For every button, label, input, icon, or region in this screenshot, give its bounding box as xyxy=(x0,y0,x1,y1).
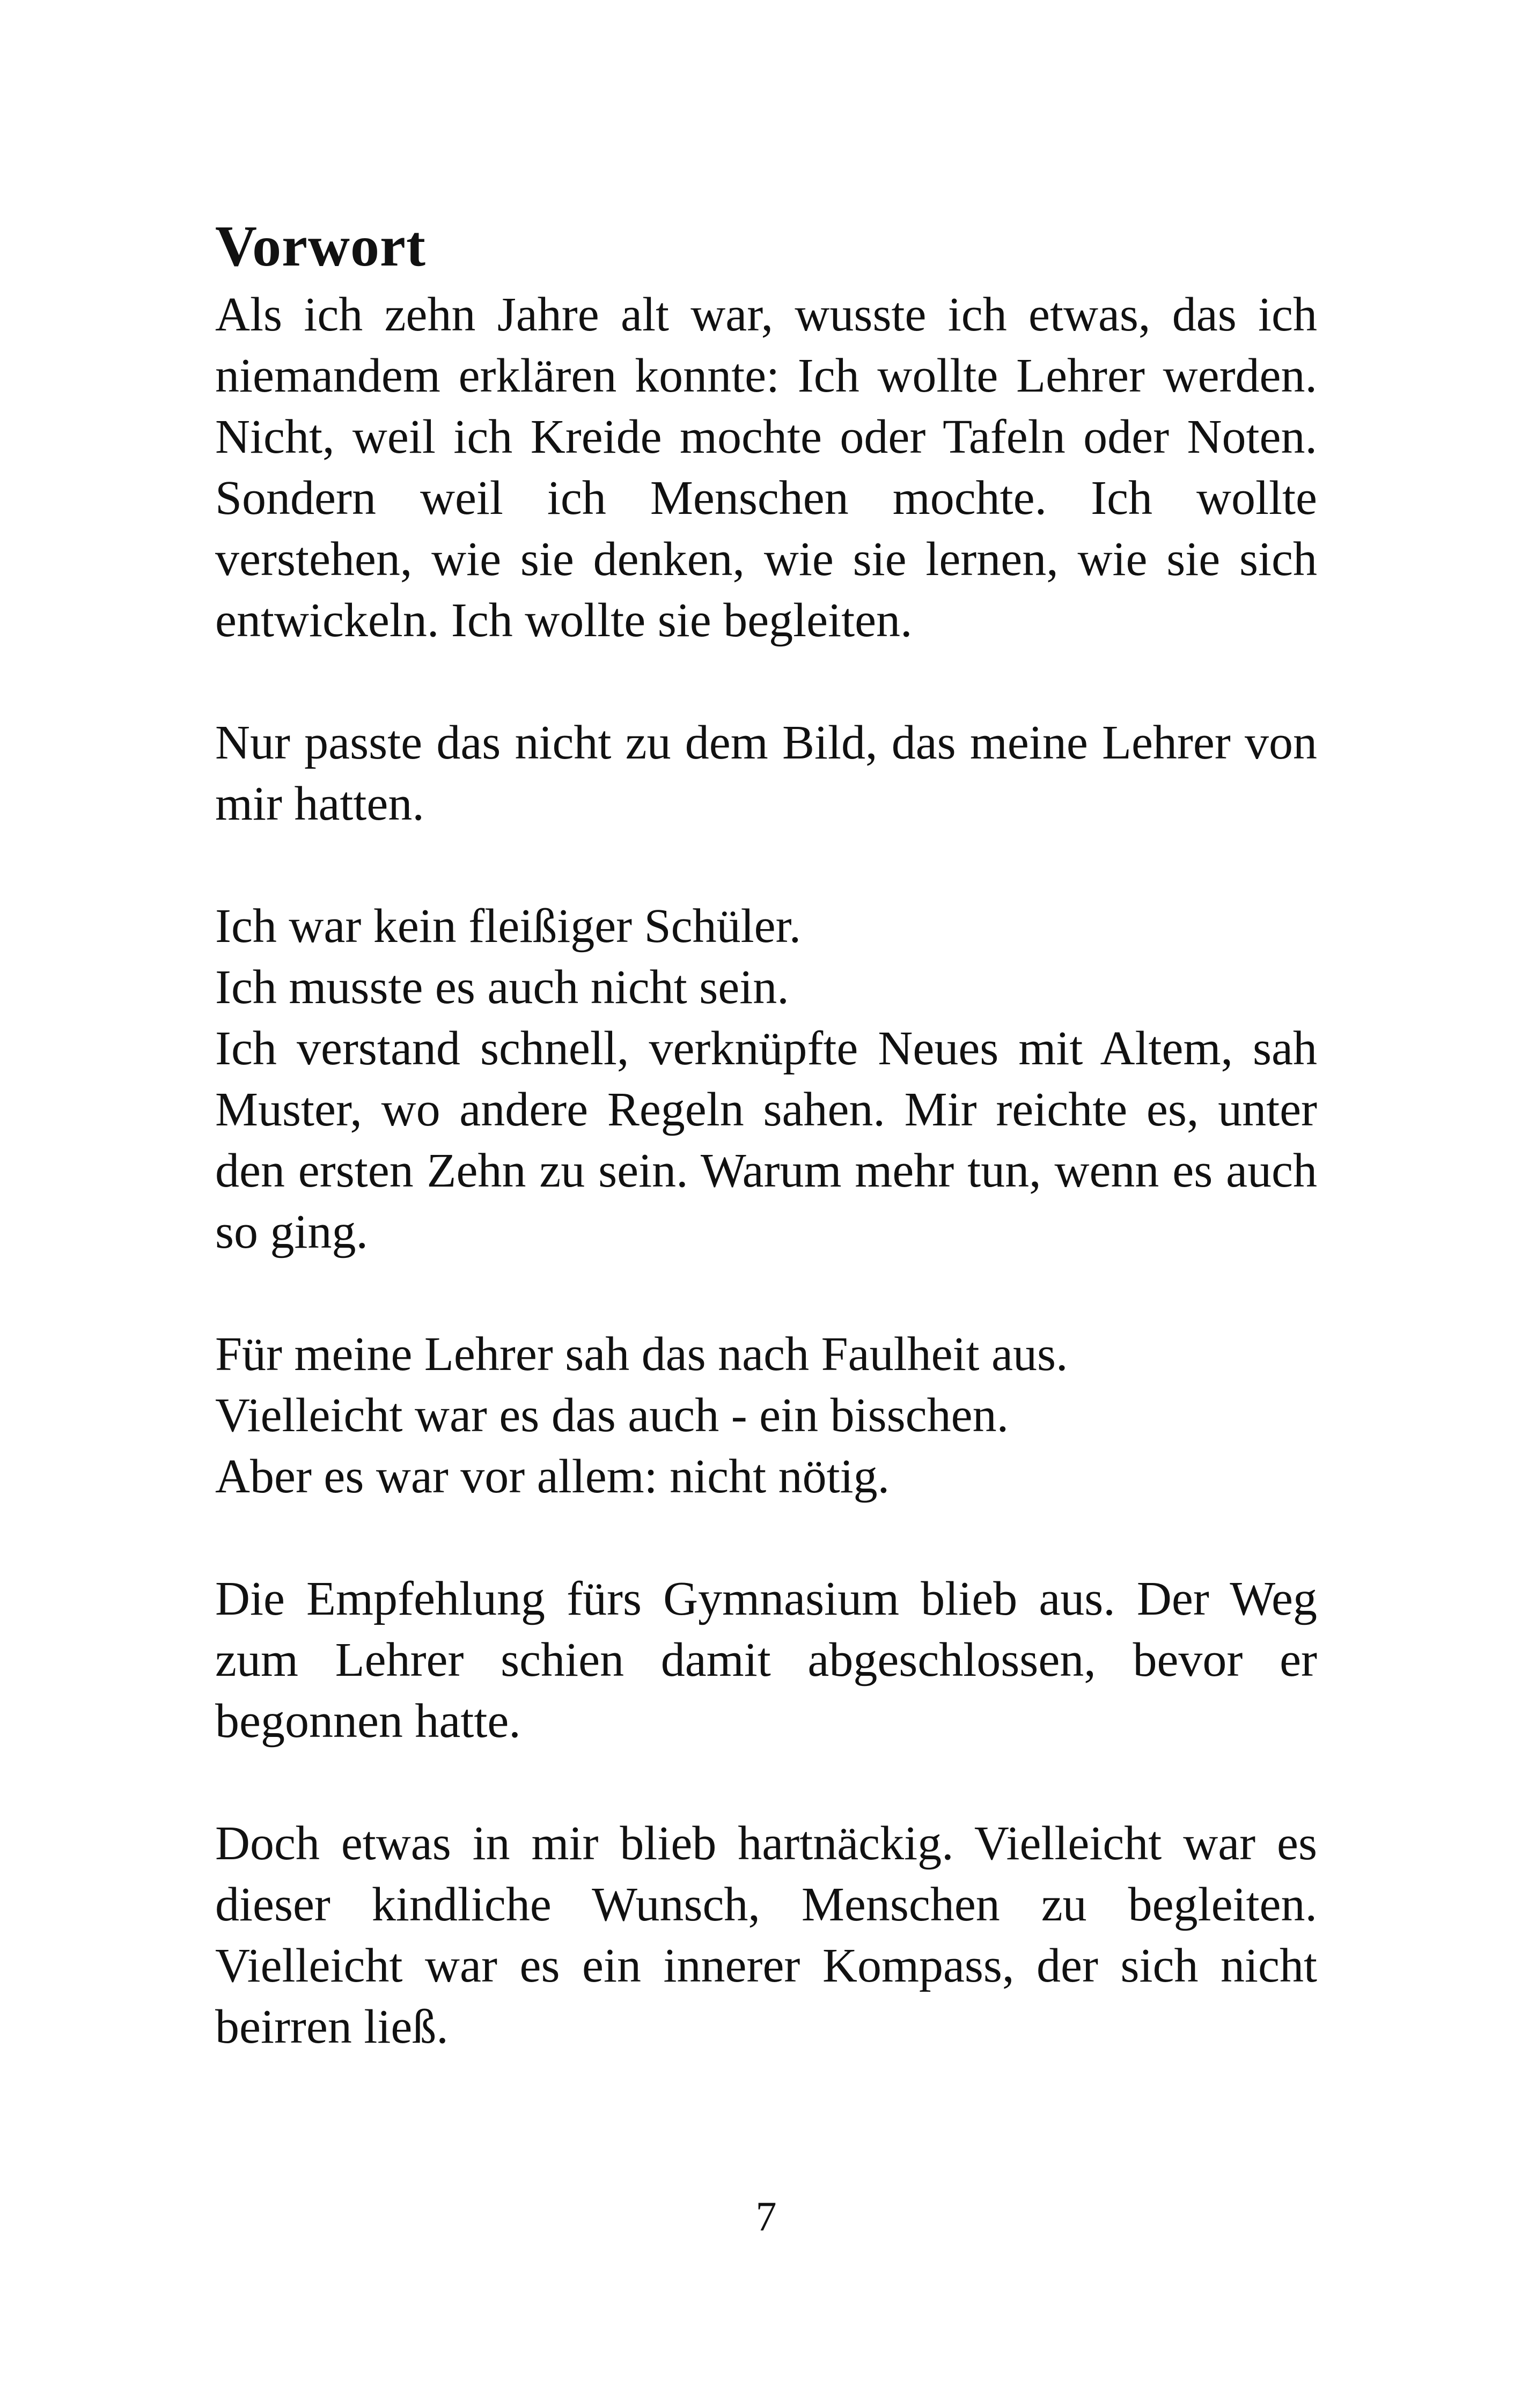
chapter-heading: Vorwort xyxy=(215,215,426,278)
paragraph-4-line-1: Für meine Lehrer sah das nach Faulheit aus. xyxy=(215,1328,1068,1381)
paragraph-3-line-1: Ich war kein fleißiger Schüler. xyxy=(215,900,802,953)
paragraph-3-line-2: Ich musste es auch nicht sein. xyxy=(215,961,789,1014)
paragraph-4-line-3: Aber es war vor allem: nicht nötig. xyxy=(215,1450,890,1503)
paragraph-4 xyxy=(215,1324,1317,1507)
body-text xyxy=(215,284,1317,2119)
book-page xyxy=(215,0,1317,2408)
paragraph-5: Die Empfehlung fürs Gymnasium blieb aus. Der Weg zum Lehrer schien damit abgeschlossen, bevor er begonnen hatte. xyxy=(215,1572,1317,1748)
page-number: 7 xyxy=(755,2193,777,2240)
paragraph-6: Doch etwas in mir blieb hartnäckig. Vielleicht war es dieser kindliche Wunsch, Menschen zu begleiten. Vielleicht war es ein innerer Kompass, der sich nicht beirren ließ. xyxy=(215,1817,1317,2053)
paragraph-4-line-2: Vielleicht war es das auch - ein bisschen. xyxy=(215,1389,1009,1442)
paragraph-3-rest: Ich verstand schnell, verknüpfte Neues mit Altem, sah Muster, wo andere Regeln sahen. Mir reichte es, unter den ersten Zehn zu sein. Warum mehr tun, wenn es auch so ging. xyxy=(215,1022,1317,1258)
paragraph-1: Als ich zehn Jahre alt war, wusste ich etwas, das ich niemandem erklären konnte: Ich wollte Lehrer werden. Nicht, weil ich Kreide mochte oder Tafeln oder Noten. Sondern weil ich Menschen mochte. Ich wollte verstehen, wie sie denken, wie sie lernen, wie sie sich entwickeln. Ich wollte sie begleiten. xyxy=(215,288,1317,647)
paragraph-3 xyxy=(215,896,1317,1263)
paragraph-2: Nur passte das nicht zu dem Bild, das meine Lehrer von mir hatten. xyxy=(215,716,1317,830)
